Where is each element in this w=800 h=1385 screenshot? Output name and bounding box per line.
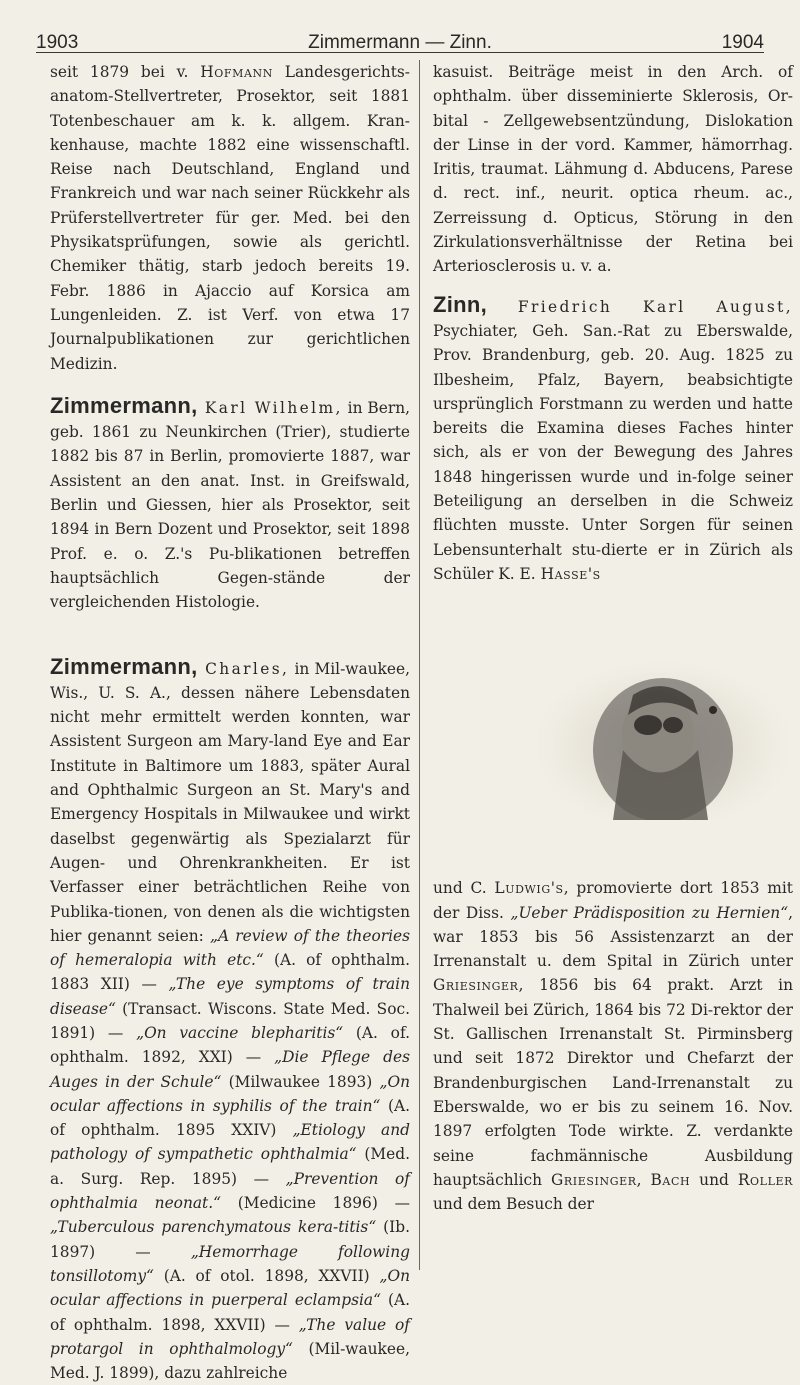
work-title: „Tuberculous parenchymatous kera-titis“ xyxy=(50,1218,377,1237)
work-title: „On ocular affections in puerperal eclampsia“ xyxy=(50,1266,410,1310)
work-title: „A review of the theories of hemeralopia with etc.“ xyxy=(50,926,411,970)
person-name: Roller xyxy=(737,1170,793,1189)
entry-given-names: Friedrich Karl August, xyxy=(487,297,793,316)
work-title: „On vaccine blepharitis“ xyxy=(136,1023,344,1042)
column-divider xyxy=(419,60,420,1270)
person-name: Ludwig's xyxy=(494,879,564,898)
entry-surname: Zimmermann, xyxy=(50,392,198,418)
person-name: Bach xyxy=(650,1170,691,1189)
portrait-engraving xyxy=(538,655,788,820)
work-title: „Hemorrhage following tonsillotomy“ xyxy=(50,1242,410,1285)
entry-surname: Zimmermann, xyxy=(50,653,198,679)
header-rule xyxy=(36,52,764,53)
person-name: Hasse's xyxy=(540,564,601,583)
right-column xyxy=(433,60,793,1216)
right-column-number: 1904 xyxy=(721,32,764,53)
page-header xyxy=(36,18,764,52)
work-title: „Die Pflege des Auges in der Schule“ xyxy=(50,1048,410,1091)
person-name: Griesinger xyxy=(551,1170,637,1189)
entry-given-names: Charles, xyxy=(197,659,290,678)
entry-surname: Zinn, xyxy=(433,291,488,317)
work-title: „Etiology and pathology of sympathetic ophthalmia“ xyxy=(50,1121,410,1164)
entry-zinn: Zinn, Friedrich Karl August, Psychiater, Geh. San.-Rat zu Eberswalde, Prov. Brandenburg, geb. 20. Aug. 1825 zu Ilbesheim, Pfalz, Bayern, beabsichtigte ursprünglich Forstmann zu werden und hatte bereits die Examina dieses Faches hinter sich, als er von der Bewegung des Jahres 1848 hingerissen wurde und in-folge seiner Beteiligung an derselben in die Schweiz flüchten musste. Unter Sorgen für seinen Lebensunterhalt stu-dierte er in Zürich als Schüler K. E. Hasse's xyxy=(433,291,793,583)
entry-zinn-continued: und C. Ludwig's, promovierte dort 1853 mit der Diss. „Ueber Prädisposition zu Hernien“, war 1853 bis 56 Assistenzarzt an der Irrenanstalt u. dem Spital in Zürich unter Griesinger, 1856 bis 64 prakt. Arzt in Thalweil bei Zürich, 1864 bis 72 Di-rektor der St. Gallischen Irrenanstalt St. Pirminsberg und seit 1872 Direktor und Chefarzt der Brandenburgischen Land-Irrenanstalt zu Eberswalde, wo er bis zu seinem 16. Nov. 1897 erfolgten Tode wirkte. Z. verdankte seine fachmännische Ausbildung hauptsächlich Griesinger, Bach und Roller und dem Besuch der xyxy=(433,879,793,1214)
entry-charles-continuation: kasuist. Beiträge meist in den Arch. of ophthalm. über disseminierte Sklerosis, Or-bital - Zellgewebsentzündung, Dislokation der Linse in der vord. Kammer, hämorrhag. Iritis, traumat. Lähmung d. Abducens, Parese d. rect. inf., neurit. optica rheum. ac., Zerreissung d. Opticus, Störung in den Zirkulationsverhältnisse der Retina bei Arteriosclerosis u. v. a. xyxy=(433,63,793,276)
running-title: Zimmermann — Zinn. xyxy=(308,32,492,53)
work-title: „Prevention of ophthalmia neonat.“ xyxy=(50,1169,410,1213)
entry-zimmermann-karl-wilhelm: Zimmermann, Karl Wilhelm, in Bern, geb. 1861 zu Neunkirchen (Trier), studierte 1882 bis 87 in Berlin, promovierte 1887, war Assistent an den anat. Inst. in Greifswald, Berlin und Giessen, hier als Prosektor, seit 1894 in Bern Dozent und Prosektor, seit 1898 Prof. e. o. Z.'s Pu-blikationen betreffen hauptsächlich Gegen-stände der vergleichenden Histologie. xyxy=(50,392,410,612)
person-name: Griesinger xyxy=(433,976,519,995)
entry-hofmann-continuation: seit 1879 bei v. Hofmann Landesgerichts-anatom-Stellvertreter, Prosektor, seit 1881 Totenbeschauer am k. k. allgem. Kran-kenhause, machte 1882 eine wissenschaftl. Reise nach Deutschland, England und Frankreich und war nach seiner Rückkehr als Prüferstellvertreter für ger. Med. bei den Physikatsprüfungen, sowie als gerichtl. Chemiker thätig, starb jedoch bereits 19. Febr. 1886 in Ajaccio auf Korsica am Lungenleiden. Z. ist Verf. von etwa 17 Journalpublikationen zur gerichtlichen Medizin. xyxy=(50,63,410,373)
entry-given-names: Karl Wilhelm, xyxy=(197,398,343,417)
person-name: Hofmann xyxy=(200,63,273,81)
entry-zimmermann-charles: Zimmermann, Charles, in Mil-waukee, Wis., U. S. A., dessen nähere Lebensdaten nicht mehr ermittelt werden konnten, war Assistent Surgeon am Mary-land Eye and Ear Institute in Baltimore um 1883, später Aural and Ophthalmic Surgeon an St. Mary's and Emergency Hospitals in Milwaukee und wirkt daselbst gegenwärtig als Spezialarzt für Augen- und Ohrenkrankheiten. Er ist Verfasser einer beträchtlichen Reihe von Publika-tionen, von denen als die wichtigsten hier genannt seien: „A review of the theories of hemeralopia with etc.“ (A. of ophthalm. 1883 XII) — „The eye symptoms of train disease“ (Transact. Wiscons. State Med. Soc. 1891) — „On vaccine blepharitis“ (A. of. ophthalm. 1892, XXI) — „Die Pflege des Auges in der Schule“ (Milwaukee 1893) „On ocular affections in syphilis of the train“ (A. of ophthalm. 1895 XXIV) „Etiology and pathology of sympathetic ophthalmia“ (Med. a. Surg. Rep. 1895) — „Prevention of ophthalmia neonat.“ (Medicine 1896) — „Tuberculous parenchymatous kera-titis“ (Ib. 1897) — „Hemorrhage following tonsillotomy“ (A. of otol. 1898, XXVII) „On ocular affections in puerperal eclampsia“ (A. of ophthalm. 1898, XXVII) — „The value of protargol in ophthalmology“ (Mil-waukee, Med. J. 1899), dazu zahlreiche xyxy=(50,653,411,1383)
work-title: „The eye symptoms of train disease“ xyxy=(50,975,411,1018)
left-column-number: 1903 xyxy=(36,32,79,53)
work-title: „The value of protargol in ophthalmology“ xyxy=(50,1315,410,1358)
work-title: „On ocular affections in syphilis of the train“ xyxy=(50,1072,410,1115)
dissertation-title: „Ueber Prädisposition zu Hernien“ xyxy=(510,903,789,922)
left-column xyxy=(50,60,410,1385)
